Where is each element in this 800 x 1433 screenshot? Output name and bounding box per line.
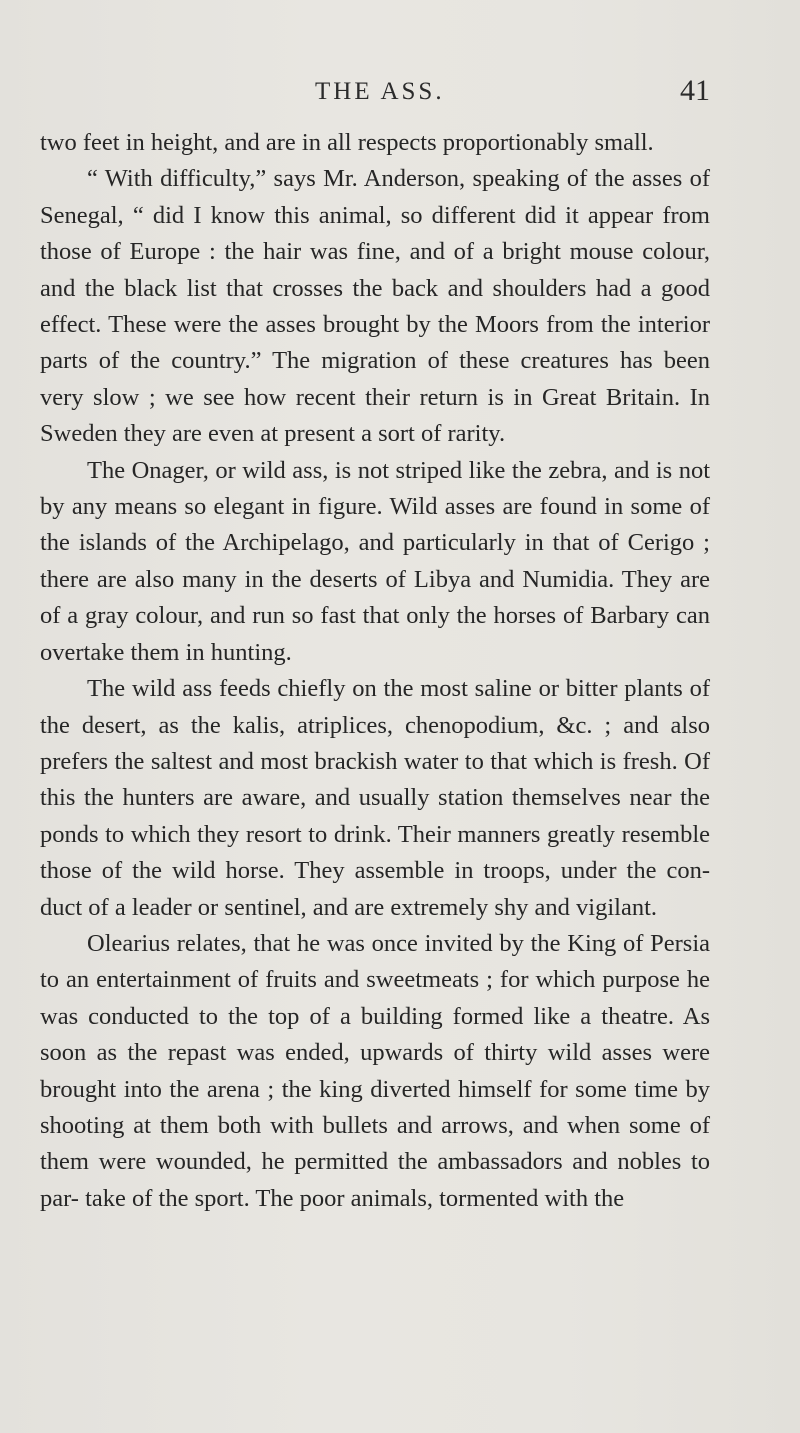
paragraph-onager: The Onager, or wild ass, is not striped like the zebra, and is not by any means so elegant in figure. Wild asses are found in some of the islands of the Archipelago, and particularly in that of Cerigo ; there are also many in the deserts of Libya and Numidia. They are of a gray colour, and run so fast that only the horses of Barbary can overtake them in hunting.	[40, 456, 710, 666]
paragraph-continuation: two feet in height, and are in all respects proportionably small.	[40, 129, 654, 156]
paragraph-olearius: Olearius relates, that he was once invited by the King of Persia to an entertainment of fruits and sweetmeats ; for which purpose he was conducted to the top of a building formed like a theatre. As soon as the repast was ended, upwards of thirty wild asses were brought into the arena ; the king diverted himself for some time by shooting at them both with bullets and arrows, and when some of them were wounded, he permitted the ambassadors and nobles to par- take of the sport. The poor animals, tormented with the	[40, 929, 710, 1212]
body-text	[40, 125, 710, 1217]
paragraph-anderson-quote: “ With difficulty,” says Mr. Anderson, speaking of the asses of Senegal, “ did I know this animal, so different did it appear from those of Europe : the hair was fine, and of a bright mouse colour, and the black list that crosses the back and shoulders had a good effect. These were the asses brought by the Moors from the interior parts of the country.” The migration of these creatures has been very slow ; we see how recent their return is in Great Britain. In Sweden they are even at present a sort of rarity.	[40, 165, 710, 448]
running-head	[40, 74, 710, 114]
page-number: 41	[680, 74, 710, 107]
paragraph-wild-ass-diet: The wild ass feeds chiefly on the most saline or bitter plants of the desert, as the kalis, atriplices, chenopodium, &c. ; and also prefers the saltest and most brackish water to that which is fresh. Of this the hunters are aware, and usually station themselves near the ponds to which they resort to drink. Their manners greatly resemble those of the wild horse. They assemble in troops, under the con- duct of a leader or sentinel, and are extremely shy and vigilant.	[40, 675, 710, 921]
running-title: THE ASS.	[315, 78, 445, 105]
